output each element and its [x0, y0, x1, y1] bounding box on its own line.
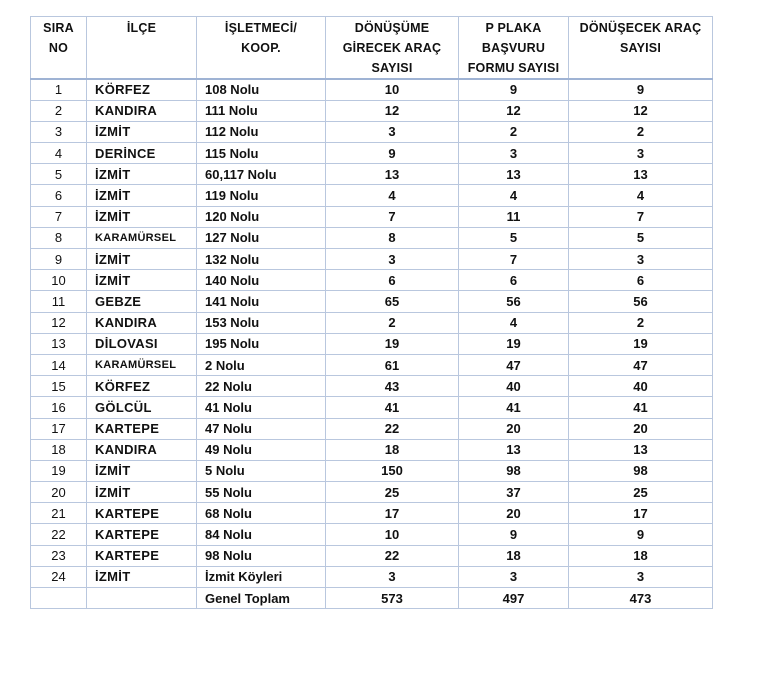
cell-donusecek: 473 [569, 588, 713, 609]
cell-p-plaka: 37 [459, 482, 569, 503]
cell-sira-no [31, 588, 87, 609]
table-row [31, 376, 713, 397]
cell-p-plaka: 5 [459, 227, 569, 248]
cell-sira-no: 20 [31, 482, 87, 503]
cell-p-plaka: 497 [459, 588, 569, 609]
cell-p-plaka: 6 [459, 270, 569, 291]
cell-isletmeci: 108 Nolu [197, 79, 326, 100]
cell-ilce: İZMİT [87, 460, 197, 481]
table-row [31, 397, 713, 418]
cell-donusume: 61 [326, 354, 459, 375]
cell-p-plaka: 20 [459, 418, 569, 439]
cell-ilce: KANDIRA [87, 439, 197, 460]
cell-donusecek: 2 [569, 312, 713, 333]
cell-sira-no: 5 [31, 164, 87, 185]
cell-donusecek: 3 [569, 143, 713, 164]
cell-ilce: İZMİT [87, 185, 197, 206]
cell-donusume: 10 [326, 524, 459, 545]
cell-isletmeci: 41 Nolu [197, 397, 326, 418]
cell-sira-no: 12 [31, 312, 87, 333]
header-p-plaka-basvuru-line: FORMU SAYISI [467, 61, 560, 75]
table-row [31, 143, 713, 164]
cell-donusecek: 40 [569, 376, 713, 397]
cell-donusume: 41 [326, 397, 459, 418]
header-p-plaka-basvuru-line: P PLAKA [485, 21, 542, 35]
cell-sira-no: 8 [31, 227, 87, 248]
cell-sira-no: 6 [31, 185, 87, 206]
cell-ilce: İZMİT [87, 566, 197, 587]
cell-sira-no: 15 [31, 376, 87, 397]
header-donusecek-arac-line: SAYISI [619, 41, 662, 55]
cell-donusecek: 2 [569, 121, 713, 142]
table-row [31, 227, 713, 248]
cell-donusume: 150 [326, 460, 459, 481]
cell-donusecek: 47 [569, 354, 713, 375]
header-donusume-girecek [326, 17, 459, 80]
cell-ilce: GÖLCÜL [87, 397, 197, 418]
cell-p-plaka: 2 [459, 121, 569, 142]
cell-isletmeci: İzmit Köyleri [197, 566, 326, 587]
cell-ilce: KARTEPE [87, 503, 197, 524]
cell-p-plaka: 4 [459, 185, 569, 206]
cell-ilce: GEBZE [87, 291, 197, 312]
cell-sira-no: 2 [31, 100, 87, 121]
cell-ilce: KÖRFEZ [87, 376, 197, 397]
cell-ilce: İZMİT [87, 270, 197, 291]
cell-isletmeci: 120 Nolu [197, 206, 326, 227]
cell-donusecek: 3 [569, 249, 713, 270]
cell-donusume: 7 [326, 206, 459, 227]
cell-p-plaka: 19 [459, 333, 569, 354]
cell-sira-no: 4 [31, 143, 87, 164]
cell-donusume: 9 [326, 143, 459, 164]
table-row [31, 79, 713, 100]
cell-p-plaka: 47 [459, 354, 569, 375]
cell-sira-no: 24 [31, 566, 87, 587]
cell-sira-no: 11 [31, 291, 87, 312]
header-isletmeci-line: İŞLETMECİ/ [224, 21, 298, 35]
cell-donusecek: 6 [569, 270, 713, 291]
header-sira-no-line: SIRA [43, 21, 74, 35]
header-p-plaka-basvuru-line: BAŞVURU [481, 41, 546, 55]
cell-sira-no: 3 [31, 121, 87, 142]
cell-isletmeci: 22 Nolu [197, 376, 326, 397]
cell-donusume: 8 [326, 227, 459, 248]
cell-p-plaka: 3 [459, 566, 569, 587]
cell-isletmeci: 84 Nolu [197, 524, 326, 545]
cell-donusume: 25 [326, 482, 459, 503]
cell-p-plaka: 41 [459, 397, 569, 418]
cell-isletmeci: 132 Nolu [197, 249, 326, 270]
cell-isletmeci: 60,117 Nolu [197, 164, 326, 185]
cell-donusecek: 13 [569, 439, 713, 460]
cell-donusecek: 7 [569, 206, 713, 227]
header-sira-no-line: NO [48, 41, 69, 55]
cell-donusecek: 5 [569, 227, 713, 248]
cell-donusume: 10 [326, 79, 459, 100]
table-row [31, 503, 713, 524]
cell-donusume: 3 [326, 121, 459, 142]
cell-donusume: 573 [326, 588, 459, 609]
cell-sira-no: 13 [31, 333, 87, 354]
cell-p-plaka: 4 [459, 312, 569, 333]
table-row [31, 121, 713, 142]
cell-ilce: KARAMÜRSEL [87, 354, 197, 375]
cell-isletmeci: 49 Nolu [197, 439, 326, 460]
table-row [31, 460, 713, 481]
cell-sira-no: 18 [31, 439, 87, 460]
header-isletmeci-line: KOOP. [241, 41, 281, 55]
cell-isletmeci: 119 Nolu [197, 185, 326, 206]
cell-isletmeci: 68 Nolu [197, 503, 326, 524]
cell-donusume: 22 [326, 545, 459, 566]
table-row [31, 482, 713, 503]
cell-donusume: 12 [326, 100, 459, 121]
table-row [31, 333, 713, 354]
table-row [31, 270, 713, 291]
table-row [31, 291, 713, 312]
header-ilce-line: İLÇE [126, 21, 157, 35]
cell-ilce: KANDIRA [87, 312, 197, 333]
cell-isletmeci: 111 Nolu [197, 100, 326, 121]
vehicle-conversion-table [30, 16, 713, 609]
cell-ilce: KARTEPE [87, 418, 197, 439]
cell-donusecek: 18 [569, 545, 713, 566]
cell-ilce: İZMİT [87, 482, 197, 503]
cell-isletmeci: 115 Nolu [197, 143, 326, 164]
cell-sira-no: 22 [31, 524, 87, 545]
total-row [31, 588, 713, 609]
cell-ilce [87, 588, 197, 609]
cell-sira-no: 1 [31, 79, 87, 100]
cell-isletmeci: 153 Nolu [197, 312, 326, 333]
cell-sira-no: 21 [31, 503, 87, 524]
table-row [31, 524, 713, 545]
table-row [31, 566, 713, 587]
cell-donusecek: 3 [569, 566, 713, 587]
cell-ilce: İZMİT [87, 164, 197, 185]
cell-p-plaka: 18 [459, 545, 569, 566]
table-row [31, 100, 713, 121]
table-row [31, 249, 713, 270]
cell-donusume: 3 [326, 249, 459, 270]
cell-ilce: DİLOVASI [87, 333, 197, 354]
cell-isletmeci: 112 Nolu [197, 121, 326, 142]
cell-p-plaka: 9 [459, 524, 569, 545]
cell-ilce: KARTEPE [87, 524, 197, 545]
cell-donusecek: 9 [569, 524, 713, 545]
cell-donusecek: 12 [569, 100, 713, 121]
cell-ilce: İZMİT [87, 249, 197, 270]
cell-p-plaka: 3 [459, 143, 569, 164]
cell-p-plaka: 9 [459, 79, 569, 100]
header-donusume-girecek-line: GİRECEK ARAÇ [342, 41, 442, 55]
cell-donusecek: 98 [569, 460, 713, 481]
table-row [31, 312, 713, 333]
cell-donusecek: 4 [569, 185, 713, 206]
cell-ilce: KARAMÜRSEL [87, 227, 197, 248]
cell-isletmeci: 140 Nolu [197, 270, 326, 291]
cell-sira-no: 10 [31, 270, 87, 291]
header-p-plaka-basvuru [459, 17, 569, 80]
cell-p-plaka: 98 [459, 460, 569, 481]
cell-isletmeci: 2 Nolu [197, 354, 326, 375]
cell-isletmeci: 98 Nolu [197, 545, 326, 566]
cell-ilce: DERİNCE [87, 143, 197, 164]
cell-sira-no: 17 [31, 418, 87, 439]
cell-isletmeci: 127 Nolu [197, 227, 326, 248]
table-row [31, 164, 713, 185]
cell-p-plaka: 20 [459, 503, 569, 524]
header-donusume-girecek-line: DÖNÜŞÜME [354, 21, 430, 35]
cell-sira-no: 7 [31, 206, 87, 227]
cell-p-plaka: 13 [459, 164, 569, 185]
cell-p-plaka: 7 [459, 249, 569, 270]
cell-ilce: İZMİT [87, 121, 197, 142]
table-row [31, 354, 713, 375]
cell-donusume: 19 [326, 333, 459, 354]
header-ilce [87, 17, 197, 80]
cell-isletmeci: 195 Nolu [197, 333, 326, 354]
header-isletmeci [197, 17, 326, 80]
cell-donusume: 17 [326, 503, 459, 524]
cell-donusecek: 19 [569, 333, 713, 354]
cell-donusume: 3 [326, 566, 459, 587]
cell-isletmeci: 47 Nolu [197, 418, 326, 439]
cell-isletmeci: Genel Toplam [197, 588, 326, 609]
cell-donusume: 18 [326, 439, 459, 460]
cell-p-plaka: 56 [459, 291, 569, 312]
cell-ilce: İZMİT [87, 206, 197, 227]
cell-donusume: 4 [326, 185, 459, 206]
table-row [31, 185, 713, 206]
header-donusecek-arac [569, 17, 713, 80]
cell-sira-no: 19 [31, 460, 87, 481]
cell-p-plaka: 13 [459, 439, 569, 460]
cell-donusume: 65 [326, 291, 459, 312]
cell-donusume: 13 [326, 164, 459, 185]
cell-donusecek: 25 [569, 482, 713, 503]
cell-sira-no: 16 [31, 397, 87, 418]
cell-sira-no: 14 [31, 354, 87, 375]
cell-donusecek: 20 [569, 418, 713, 439]
cell-donusume: 22 [326, 418, 459, 439]
cell-donusume: 43 [326, 376, 459, 397]
cell-p-plaka: 11 [459, 206, 569, 227]
cell-ilce: KARTEPE [87, 545, 197, 566]
cell-donusecek: 13 [569, 164, 713, 185]
cell-p-plaka: 40 [459, 376, 569, 397]
table-row [31, 439, 713, 460]
header-sira-no [31, 17, 87, 80]
header-donusecek-arac-line: DÖNÜŞECEK ARAÇ [579, 21, 702, 35]
cell-donusecek: 9 [569, 79, 713, 100]
cell-donusume: 6 [326, 270, 459, 291]
cell-sira-no: 23 [31, 545, 87, 566]
table-row [31, 206, 713, 227]
cell-ilce: KANDIRA [87, 100, 197, 121]
cell-isletmeci: 141 Nolu [197, 291, 326, 312]
cell-ilce: KÖRFEZ [87, 79, 197, 100]
cell-isletmeci: 5 Nolu [197, 460, 326, 481]
table-body [31, 79, 713, 609]
table-row [31, 545, 713, 566]
cell-isletmeci: 55 Nolu [197, 482, 326, 503]
table-header [31, 17, 713, 80]
table-row [31, 418, 713, 439]
cell-sira-no: 9 [31, 249, 87, 270]
cell-donusecek: 56 [569, 291, 713, 312]
cell-donusume: 2 [326, 312, 459, 333]
cell-donusecek: 41 [569, 397, 713, 418]
cell-p-plaka: 12 [459, 100, 569, 121]
cell-donusecek: 17 [569, 503, 713, 524]
header-donusume-girecek-line: SAYISI [371, 61, 413, 75]
